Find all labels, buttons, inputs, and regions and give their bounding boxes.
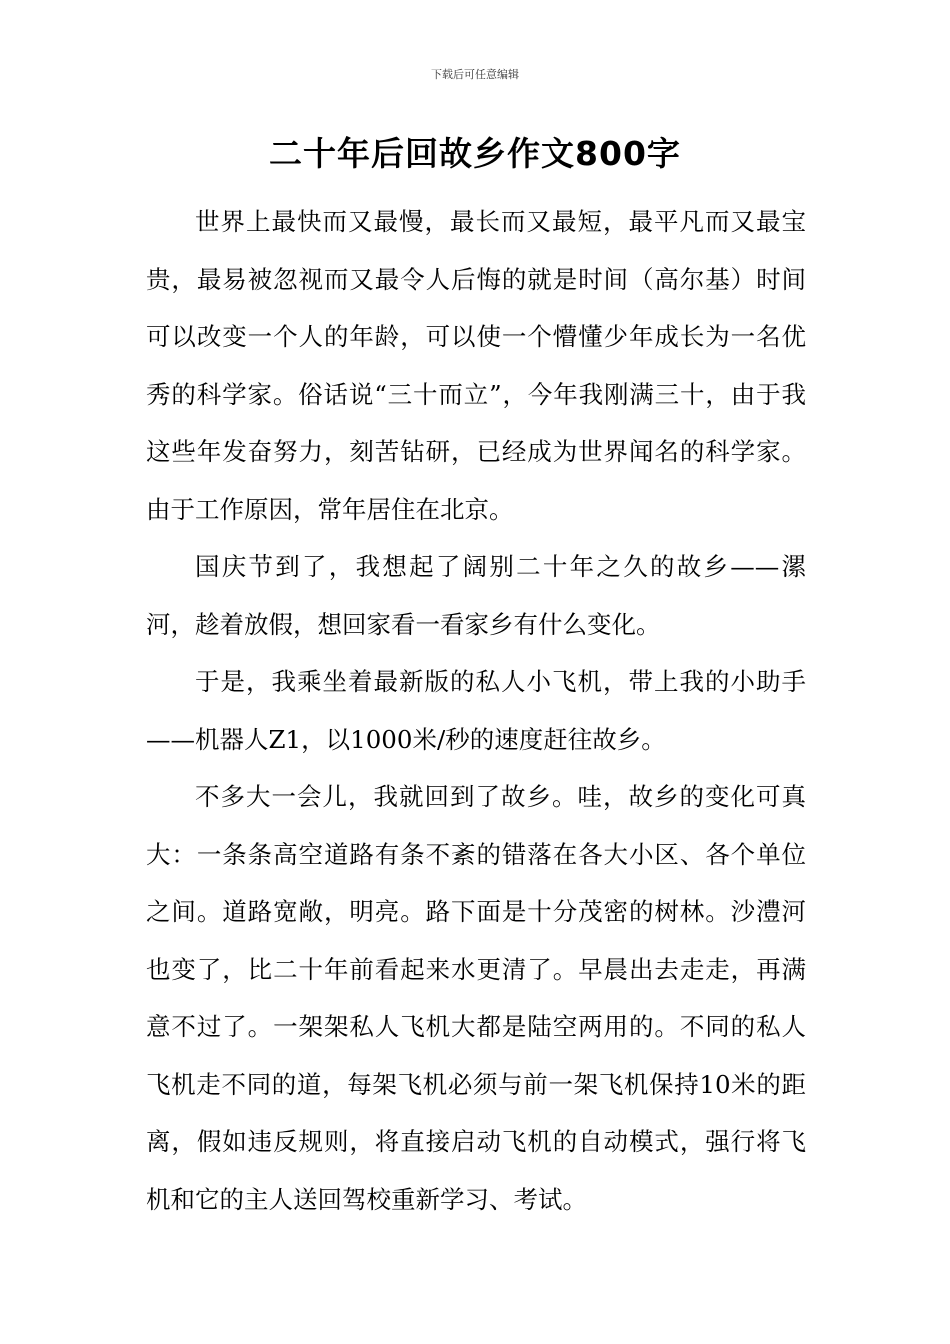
document-title: 二十年后回故乡作文800字 bbox=[269, 134, 681, 173]
paragraph-1: 世界上最快而又最慢，最长而又最短，最平凡而又最宝贵，最易被忽视而又最令人后悔的就是时间（高尔基）时间可以改变一个人的年龄，可以使一个懵懂少年成长为一名优秀的科学家。俗话说“三十而立”，今年我刚满三十，由于我这些年发奋努力，刻苦钻研，已经成为世界闻名的科学家。由于工作原因，常年居住在北京。 bbox=[146, 207, 806, 524]
paragraph-3: 于是，我乘坐着最新版的私人小飞机，带上我的小助手——机器人Z1，以1000米/秒的速度赶往故乡。 bbox=[146, 667, 806, 754]
document-body bbox=[146, 193, 806, 1228]
paragraph-2: 国庆节到了，我想起了阔别二十年之久的故乡——漯河，趁着放假，想回家看一看家乡有什么变化。 bbox=[146, 552, 806, 639]
paragraph-4: 不多大一会儿，我就回到了故乡。哇，故乡的变化可真大：一条条高空道路有条不紊的错落在各大小区、各个单位之间。道路宽敞，明亮。路下面是十分茂密的树林。沙澧河也变了，比二十年前看起来水更清了。早晨出去走走，再满意不过了。一架架私人飞机大都是陆空两用的。不同的私人飞机走不同的道，每架飞机必须与前一架飞机保持10米的距离，假如违反规则，将直接启动飞机的自动模式，强行将飞机和它的主人送回驾校重新学习、考试。 bbox=[146, 782, 806, 1214]
page-header-note: 下载后可任意编辑 bbox=[431, 68, 519, 81]
